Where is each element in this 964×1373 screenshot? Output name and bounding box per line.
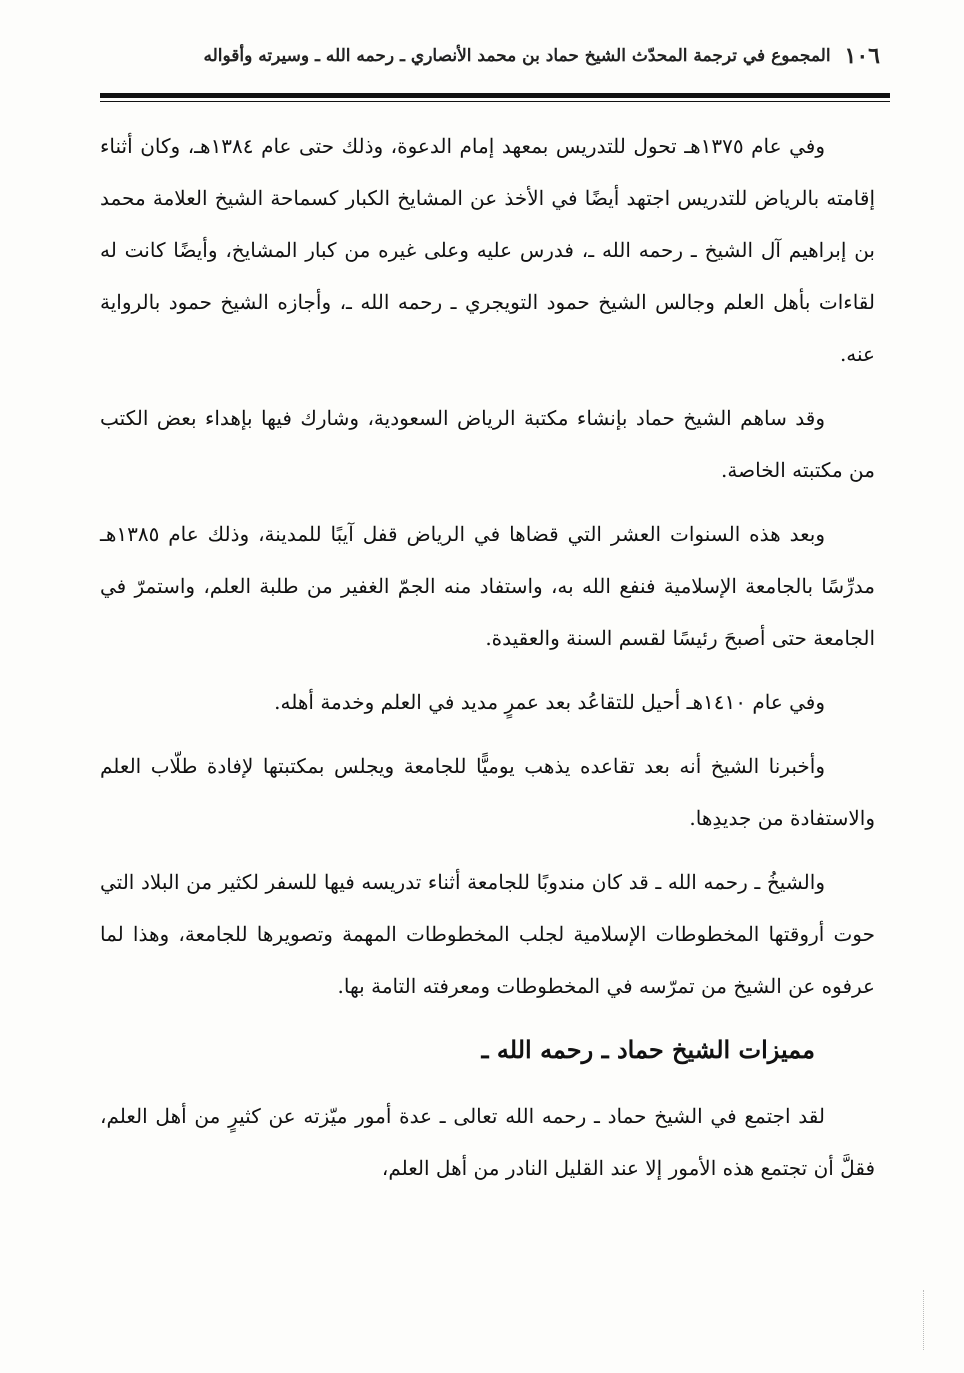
closing-paragraph: لقد اجتمع في الشيخ حماد ـ رحمه الله تعالى ـ عدة أمور ميّزته عن كثيرٍ من أهل العلم، فقلَّ أن تجتمع هذه الأمور إلا عند القليل النادر من أهل العلم،: [100, 1104, 875, 1180]
paragraph: وبعد هذه السنوات العشر التي قضاها في الرياض قفل آيبًا للمدينة، وذلك عام ١٣٨٥هـ مدرِّسًا بالجامعة الإسلامية فنفع الله به، واستفاد منه الجمّ الغفير من طلبة العلم، واستمرّ في الجامعة حتى أصبحَ رئيسًا لقسم السنة والعقيدة.: [100, 522, 875, 650]
paragraph: وأخبرنا الشيخ أنه بعد تقاعده يذهب يوميًّا للجامعة ويجلس بمكتبتها لإفادة طلّاب العلم والاستفادة من جديدِها.: [100, 754, 875, 830]
header-rule-thick: [100, 93, 890, 98]
paragraph: وفي عام ١٣٧٥هـ تحول للتدريس بمعهد إمام الدعوة، وذلك حتى عام ١٣٨٤هـ، وكان أثناء إقامته بالرياض للتدريس اجتهد أيضًا في الأخذ عن المشايخ الكبار كسماحة الشيخ العلامة محمد بن إبراهيم آل الشيخ ـ رحمه الله ـ، فدرس عليه وعلى غيره من كبار المشايخ، وأيضًا كانت له لقاءات بأهل العلم وجالس الشيخ حمود التويجري ـ رحمه الله ـ، وأجازه الشيخ حمود بالرواية عنه.: [100, 134, 876, 366]
section-heading: مميزات الشيخ حماد ـ رحمه الله ـ: [481, 1035, 815, 1064]
page-body: [100, 120, 875, 1206]
header-rule-thin: [100, 101, 890, 102]
scan-margin-dots: [923, 1290, 942, 1350]
paragraph: وفي عام ١٤١٠هـ أحيل للتقاعُد بعد عمرٍ مديد في العلم وخدمة أهله.: [274, 690, 825, 714]
running-title: المجموع في ترجمة المحدّث الشيخ حماد بن محمد الأنصاري ـ رحمه الله ـ وسيرته وأقواله: [203, 46, 831, 66]
paragraph: والشيخُ ـ رحمه الله ـ قد كان مندوبًا للجامعة أثناء تدريسه فيها للسفر لكثير من البلاد التي حوت أروقتها المخطوطات الإسلامية لجلب المخطوطات المهمة وتصويرها للجامعة، وهذا لما عرفوه عن الشيخ من تمرّسه في المخطوطات ومعرفته التامة بها.: [100, 870, 875, 998]
paragraph: وقد ساهم الشيخ حماد بإنشاء مكتبة الرياض السعودية، وشارك فيها بإهداء بعض الكتب من مكتبته الخاصة.: [100, 406, 875, 482]
page-header: [190, 36, 880, 76]
page-number: ١٠٦: [844, 43, 880, 69]
